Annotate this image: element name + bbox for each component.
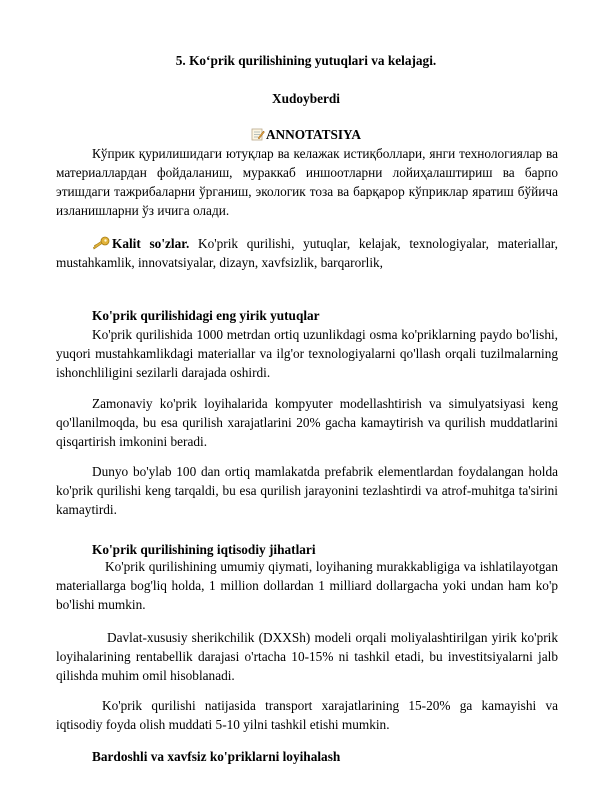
annotation-heading-text: ANNOTATSIYA xyxy=(265,127,362,142)
section-heading-achievements: Ko'prik qurilishidagi eng yirik yutuqlar xyxy=(92,308,320,323)
keywords-paragraph xyxy=(56,234,558,272)
keywords-text: Ko'prik qurilishi, yutuqlar, kelajak, texnologiyalar, materiallar, mustahkamlik, innovatsiyalar, dizayn, xavfsizlik, barqarorlik, xyxy=(56,236,558,270)
paragraph-economics-3: Ko'prik qurilishi natijasida transport xarajatlarining 15-20% ga kamayishi va iqtisodiy foyda olish muddati 5-10 yilni tashkil etishi mumkin. xyxy=(56,698,558,732)
annotation-text: Кўприк қурилишидаги ютуқлар ва келажак истиқболлари, янги технологиялар ва материаллардан фойдаланиш, мураккаб иншоотларни лойиҳалаштириш ва барпо этишдаги тажрибаларни ўрганиш, экологик тоза ва барқарор кўприклар яратиш бўйича изланишларни ўз ичига олади. xyxy=(56,146,558,218)
memo-icon xyxy=(251,127,265,141)
keywords-label: Kalit so'zlar. xyxy=(112,236,190,251)
author-name: Xudoyberdi xyxy=(272,91,340,106)
paragraph-achievements-1: Ko'prik qurilishida 1000 metrdan ortiq uzunlikdagi osma ko'priklarning paydo bo'lishi, yuqori mustahkamlikdagi materiallar va ilg'or texnologiyalarni qo'llash orqali tuzilmalarning ishonchliligini sezilarli darajada oshirdi. xyxy=(56,327,558,380)
annotation-heading xyxy=(0,125,612,144)
section-heading-economics: Ko'prik qurilishining iqtisodiy jihatlari xyxy=(92,542,316,557)
paragraph-achievements-2: Zamonaviy ko'prik loyihalarida kompyuter modellashtirish va simulyatsiyasi keng qo'llanilmoqda, bu esa qurilish xarajatlarini 20% gacha kamaytirish va qurilish muddatlarini qisqartirish imkonini beradi. xyxy=(56,396,558,449)
key-icon xyxy=(92,236,110,250)
article-title: 5. Ko‘prik qurilishining yutuqlari va kelajagi. xyxy=(175,53,437,68)
section-heading-design: Bardoshli va xavfsiz ko'priklarni loyihalash xyxy=(92,749,341,764)
paragraph-economics-2: Davlat-xususiy sherikchilik (DXXSh) modeli orqali moliyalashtirilgan yirik ko'prik loyihalarining rentabellik darajasi o'rtacha 10-15% ni tashkil etadi, bu investitsiyalarni jalb qilishda muhim omil hisoblanadi. xyxy=(56,630,558,683)
paragraph-economics-1: Ko'prik qurilishining umumiy qiymati, loyihaning murakkabligiga va ishlatilayotgan materiallarga bog'liq holda, 1 million dollardan 1 milliard dollargacha yoki undan ham ko'p bo'lishi mumkin. xyxy=(56,559,558,612)
paragraph-achievements-3: Dunyo bo'ylab 100 dan ortiq mamlakatda prefabrik elementlardan foydalangan holda ko'prik qurilishi keng tarqaldi, bu esa qurilish jarayonini tezlashtirdi va atrof-muhitga ta'sirini kamaytirdi. xyxy=(56,464,558,517)
